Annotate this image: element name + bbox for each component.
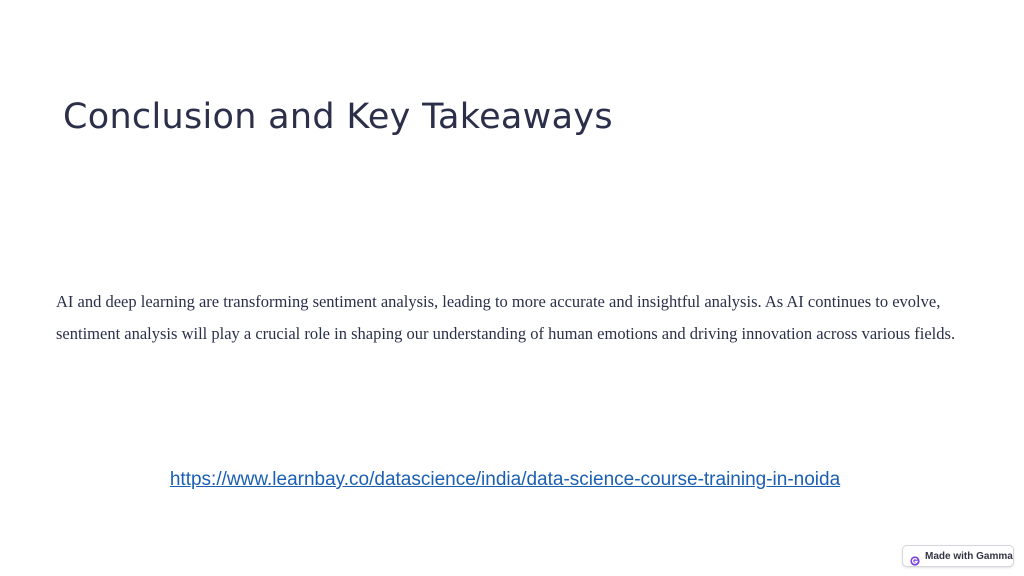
course-link[interactable]: https://www.learnbay.co/datascience/india/data-science-course-training-in-noida [169,469,841,490]
made-with-gamma-badge[interactable] [902,545,1014,567]
body-paragraph: AI and deep learning are transforming sentiment analysis, leading to more accurate and insightful analysis. As AI continues to evolve, sentiment analysis will play a crucial role in shaping our understanding of human emotions and driving innovation across various fields. [56,292,956,343]
badge-label: Made with Gamma [925,550,1013,562]
gamma-logo-icon [910,551,920,561]
slide-title: Conclusion and Key Takeaways [63,97,613,137]
